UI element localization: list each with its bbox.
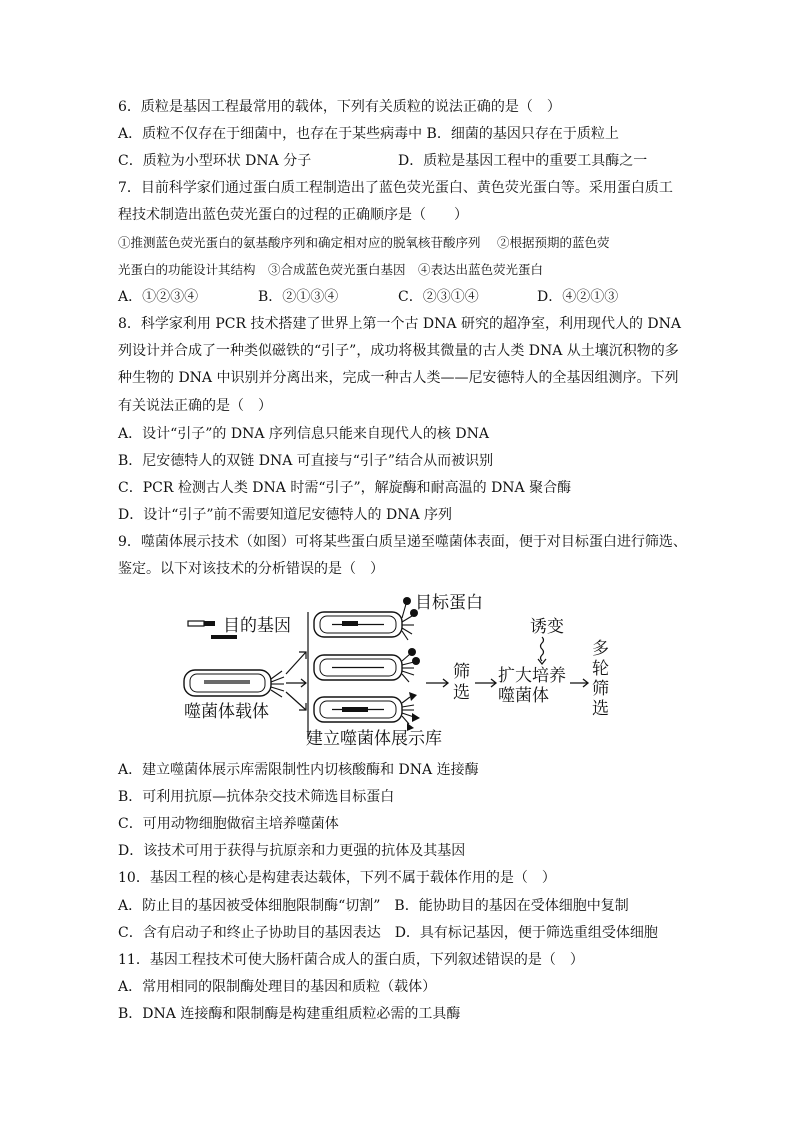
q8-option-d: D．设计“引子”前不需要知道尼安德特人的 DNA 序列 [118, 507, 453, 523]
q8-stem-line3: 种生物的 DNA 中识别并分离出来，完成一种古人类——尼安德特人的全基因组测序。下列 [118, 370, 679, 386]
screen-label-1: 筛 [453, 662, 470, 682]
q8-option-c: C．PCR 检测古人类 DNA 时需“引子”，解旋酶和耐高温的 DNA 聚合酶 [118, 480, 572, 496]
q7-option-c: C．②③①④ [398, 289, 479, 305]
library-label: 建立噬菌体展示库 [306, 729, 442, 749]
flow-arrow-1 [426, 679, 448, 687]
library-arrows [286, 652, 306, 710]
q10-options-ab: A．防止目的基因被受体细胞限制酶“切割” B．能协助目的基因在受体细胞中复制 [118, 898, 629, 914]
q9-option-d: D．该技术可用于获得与抗原亲和力更强的抗体及其基因 [118, 843, 466, 859]
protein-triangle [412, 713, 420, 722]
phage-vector-label: 噬菌体载体 [184, 702, 269, 722]
q8-stem-line2: 列设计并合成了一种类似磁铁的“引子”，成功将极其微量的古人类 DNA 从土壤沉积物的多 [118, 343, 679, 359]
q6-options-ab: A．质粒不仅存在于细菌中，也存在于某些病毒中 B．细菌的基因只存在于质粒上 [118, 126, 619, 142]
protein-display-2 [402, 654, 414, 682]
protein-display-1 [402, 604, 414, 640]
q6-option-d: D．质粒是基因工程中的重要工具酶之一 [398, 153, 648, 169]
q7-steps-line2: 光蛋白的功能设计其结构 ③合成蓝色荧光蛋白基因 ④表达出蓝色荧光蛋白 [118, 262, 544, 277]
q6-stem: 6．质粒是基因工程最常用的载体，下列有关质粒的说法正确的是（ ） [118, 99, 561, 115]
q7-option-d: D．④②①③ [537, 289, 619, 305]
q9-option-a: A．建立噬菌体展示库需限制性内切核酸酶和 DNA 连接酶 [118, 762, 479, 778]
target-protein-label: 目标蛋白 [415, 593, 483, 613]
screen-label-2: 选 [453, 683, 470, 703]
target-gene-fragment [204, 621, 215, 626]
q10-options-cd: C．含有启动子和终止子协助目的基因表达 D．具有标记基因，便于筛选重组受体细胞 [118, 925, 658, 941]
multi-screen-label-2: 轮 [592, 659, 609, 679]
mutation-arrowhead [538, 659, 546, 664]
protein-triangle [409, 692, 417, 701]
phage-display-diagram [178, 588, 638, 750]
flow-arrow-3 [570, 679, 588, 687]
target-protein-dot [403, 597, 411, 605]
q7-stem-line1: 7．目前科学家们通过蛋白质工程制造出了蓝色荧光蛋白、黄色荧光蛋白等。采用蛋白质工 [118, 180, 673, 196]
amplify-label-2: 噬菌体 [498, 686, 549, 706]
q9-option-c: C．可用动物细胞做宿主培养噬菌体 [118, 816, 339, 832]
q8-stem-line1: 8．科学家利用 PCR 技术搭建了世界上第一个古 DNA 研究的超净室，利用现代人的 DNA [118, 316, 681, 332]
q8-option-b: B．尼安德特人的双链 DNA 可直接与“引子”结合从而被识别 [118, 453, 494, 469]
phage-tail-fibers [271, 671, 284, 697]
multi-screen-label-1: 多 [592, 639, 609, 659]
protein-dot [412, 657, 420, 665]
q6-option-c: C．质粒为小型环状 DNA 分子 [118, 153, 312, 169]
library-phage-1-insert [342, 621, 358, 626]
q8-stem-line4: 有关说法正确的是（ ） [118, 398, 272, 414]
q7-option-b: B．②①③④ [258, 289, 339, 305]
q9-stem-line1: 9．噬菌体展示技术（如图）可将某些蛋白质呈递至噬菌体表面，便于对目标蛋白进行筛选、 [118, 534, 687, 550]
library-phage-3-insert [342, 707, 368, 712]
q7-stem-line2: 程技术制造出蓝色荧光蛋白的过程的正确顺序是（ ） [118, 207, 468, 223]
q11-option-a: A．常用相同的限制酶处理目的基因和质粒（载体） [118, 979, 437, 995]
q11-stem: 11．基因工程技术可使大肠杆菌合成人的蛋白质，下列叙述错误的是（ ） [118, 952, 584, 968]
multi-screen-label-4: 选 [592, 699, 609, 719]
protein-dot [408, 648, 416, 656]
q8-option-a: A．设计“引子”的 DNA 序列信息只能来自现代人的核 DNA [118, 426, 489, 442]
q9-option-b: B．可利用抗原—抗体杂交技术筛选目标蛋白 [118, 789, 395, 805]
mutation-label: 诱变 [530, 617, 564, 637]
q10-stem: 10．基因工程的核心是构建表达载体，下列不属于载体作用的是（ ） [118, 870, 556, 886]
flow-arrow-2 [475, 679, 496, 687]
multi-screen-label-3: 筛 [592, 679, 609, 699]
target-gene-label: 目的基因 [223, 616, 291, 636]
q11-option-b: B．DNA 连接酶和限制酶是构建重组质粒必需的工具酶 [118, 1006, 461, 1022]
q7-steps-line1: ①推测蓝色荧光蛋白的氨基酸序列和确定相对应的脱氧核苷酸序列 ②根据预期的蓝色荧 [118, 235, 610, 250]
q7-option-a: A．①②③④ [118, 289, 199, 305]
target-gene-fragment [188, 621, 204, 626]
mutation-wave-arrow [541, 637, 544, 661]
amplify-label-1: 扩大培养 [498, 666, 566, 686]
q9-stem-line2: 鉴定。以下对该技术的分析错误的是（ ） [118, 561, 384, 577]
